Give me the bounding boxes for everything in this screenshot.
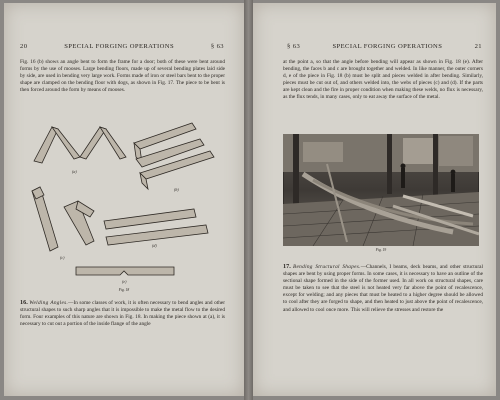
fig16-label-e: (e) [122,279,127,284]
angle-piece-a4 [100,127,126,159]
left-paragraph-1: Fig. 16 (b) shows an angle bent to form the frame for a door; both of these were bent around forms by the use of mooses. Large bending floors, made up of several bending plates laid side by side, are used in bending very large work. Forms made of iron or steel bars bent to the proper shape are clamped on the bending floor with dogs, as shown in Fig. 17. The piece to be bent is then forced around the form by means of mooses. [20,59,225,94]
fig16-label-c: (c) [60,255,65,260]
figure-19-caption: Fig. 19 [375,248,387,252]
left-paragraph-2 [20,299,225,328]
right-paragraph-1: at the point a, so that the angle before bending will appear as shown in Fig. 18 (e). After bending, the faces b and c are brought together and welded. In like manner, the outer corners d, e of the piece in Fig. 18 (b) must be split and pieces welded in after bending. Similarly, pieces must be cut out of, and others welded into, the webs of pieces (c) and (d). If the parts are kept clean and the fire in proper condition when making these welds, no flux is necessary, as the flux tends, in many cases, only to eat away the surface of the metal. [283,59,483,101]
section-17-title: Bending Structural Shapes. [293,264,361,270]
right-page-number: 21 [474,43,482,50]
right-page [253,3,496,396]
right-running-head [287,43,482,50]
right-section-ref: § 63 [287,43,301,50]
right-paragraph-2 [283,263,483,314]
section-16-number: 16. [20,299,28,306]
angle-piece-a3 [80,127,106,159]
angle-piece-a2 [52,127,80,159]
left-page-number: 20 [20,43,28,50]
bar-piece-d2 [106,225,208,245]
right-running-title: SPECIAL FORGING OPERATIONS [332,43,443,50]
figure-16-illustration [24,121,224,286]
left-running-title: SPECIAL FORGING OPERATIONS [64,43,175,50]
bar-piece-e [76,267,174,275]
angle-piece-a1 [34,127,58,163]
book-gutter [244,0,253,400]
left-page [4,3,244,396]
left-running-head [20,43,224,50]
figure-16-caption: Fig. 18 [118,288,130,292]
fig16-label-b: (b) [174,187,179,192]
fig16-label-a: (a) [72,169,77,174]
left-section-ref: § 63 [210,43,224,50]
section-17-number: 17. [283,263,291,270]
section-16-title: Welding Angles. [29,300,69,306]
bar-piece-d1 [104,209,196,229]
figure-19-photograph [283,134,479,246]
section-17-body: —Channels, I beams, deck beams, and other structural shapes are bent by using proper forms. In some cases, it is necessary to have an outline of the sectional shape formed in the side of the former used. In all work on structural shapes, care must be taken to see that the steel is not heated very far above the point of recalescence, except for welding; and any pieces that must be heated to a higher degree should be allowed to cool after they are forged to shape, and then heated to just above the point of recalescence, and allowed to cool once more. This will relieve the stresses and restore the [283,264,483,313]
section-16-body: —In some classes of work, it is often necessary to bend angles and other structural shapes to such sharp angles that it is impossible to make the metal flow to the desired form. Four examples of this nature are shown in Fig. 18. In making the piece shown at (a), it is necessary to cut out a portion of the inside flange of the angle [20,300,226,328]
fig16-label-d: (d) [152,243,157,248]
